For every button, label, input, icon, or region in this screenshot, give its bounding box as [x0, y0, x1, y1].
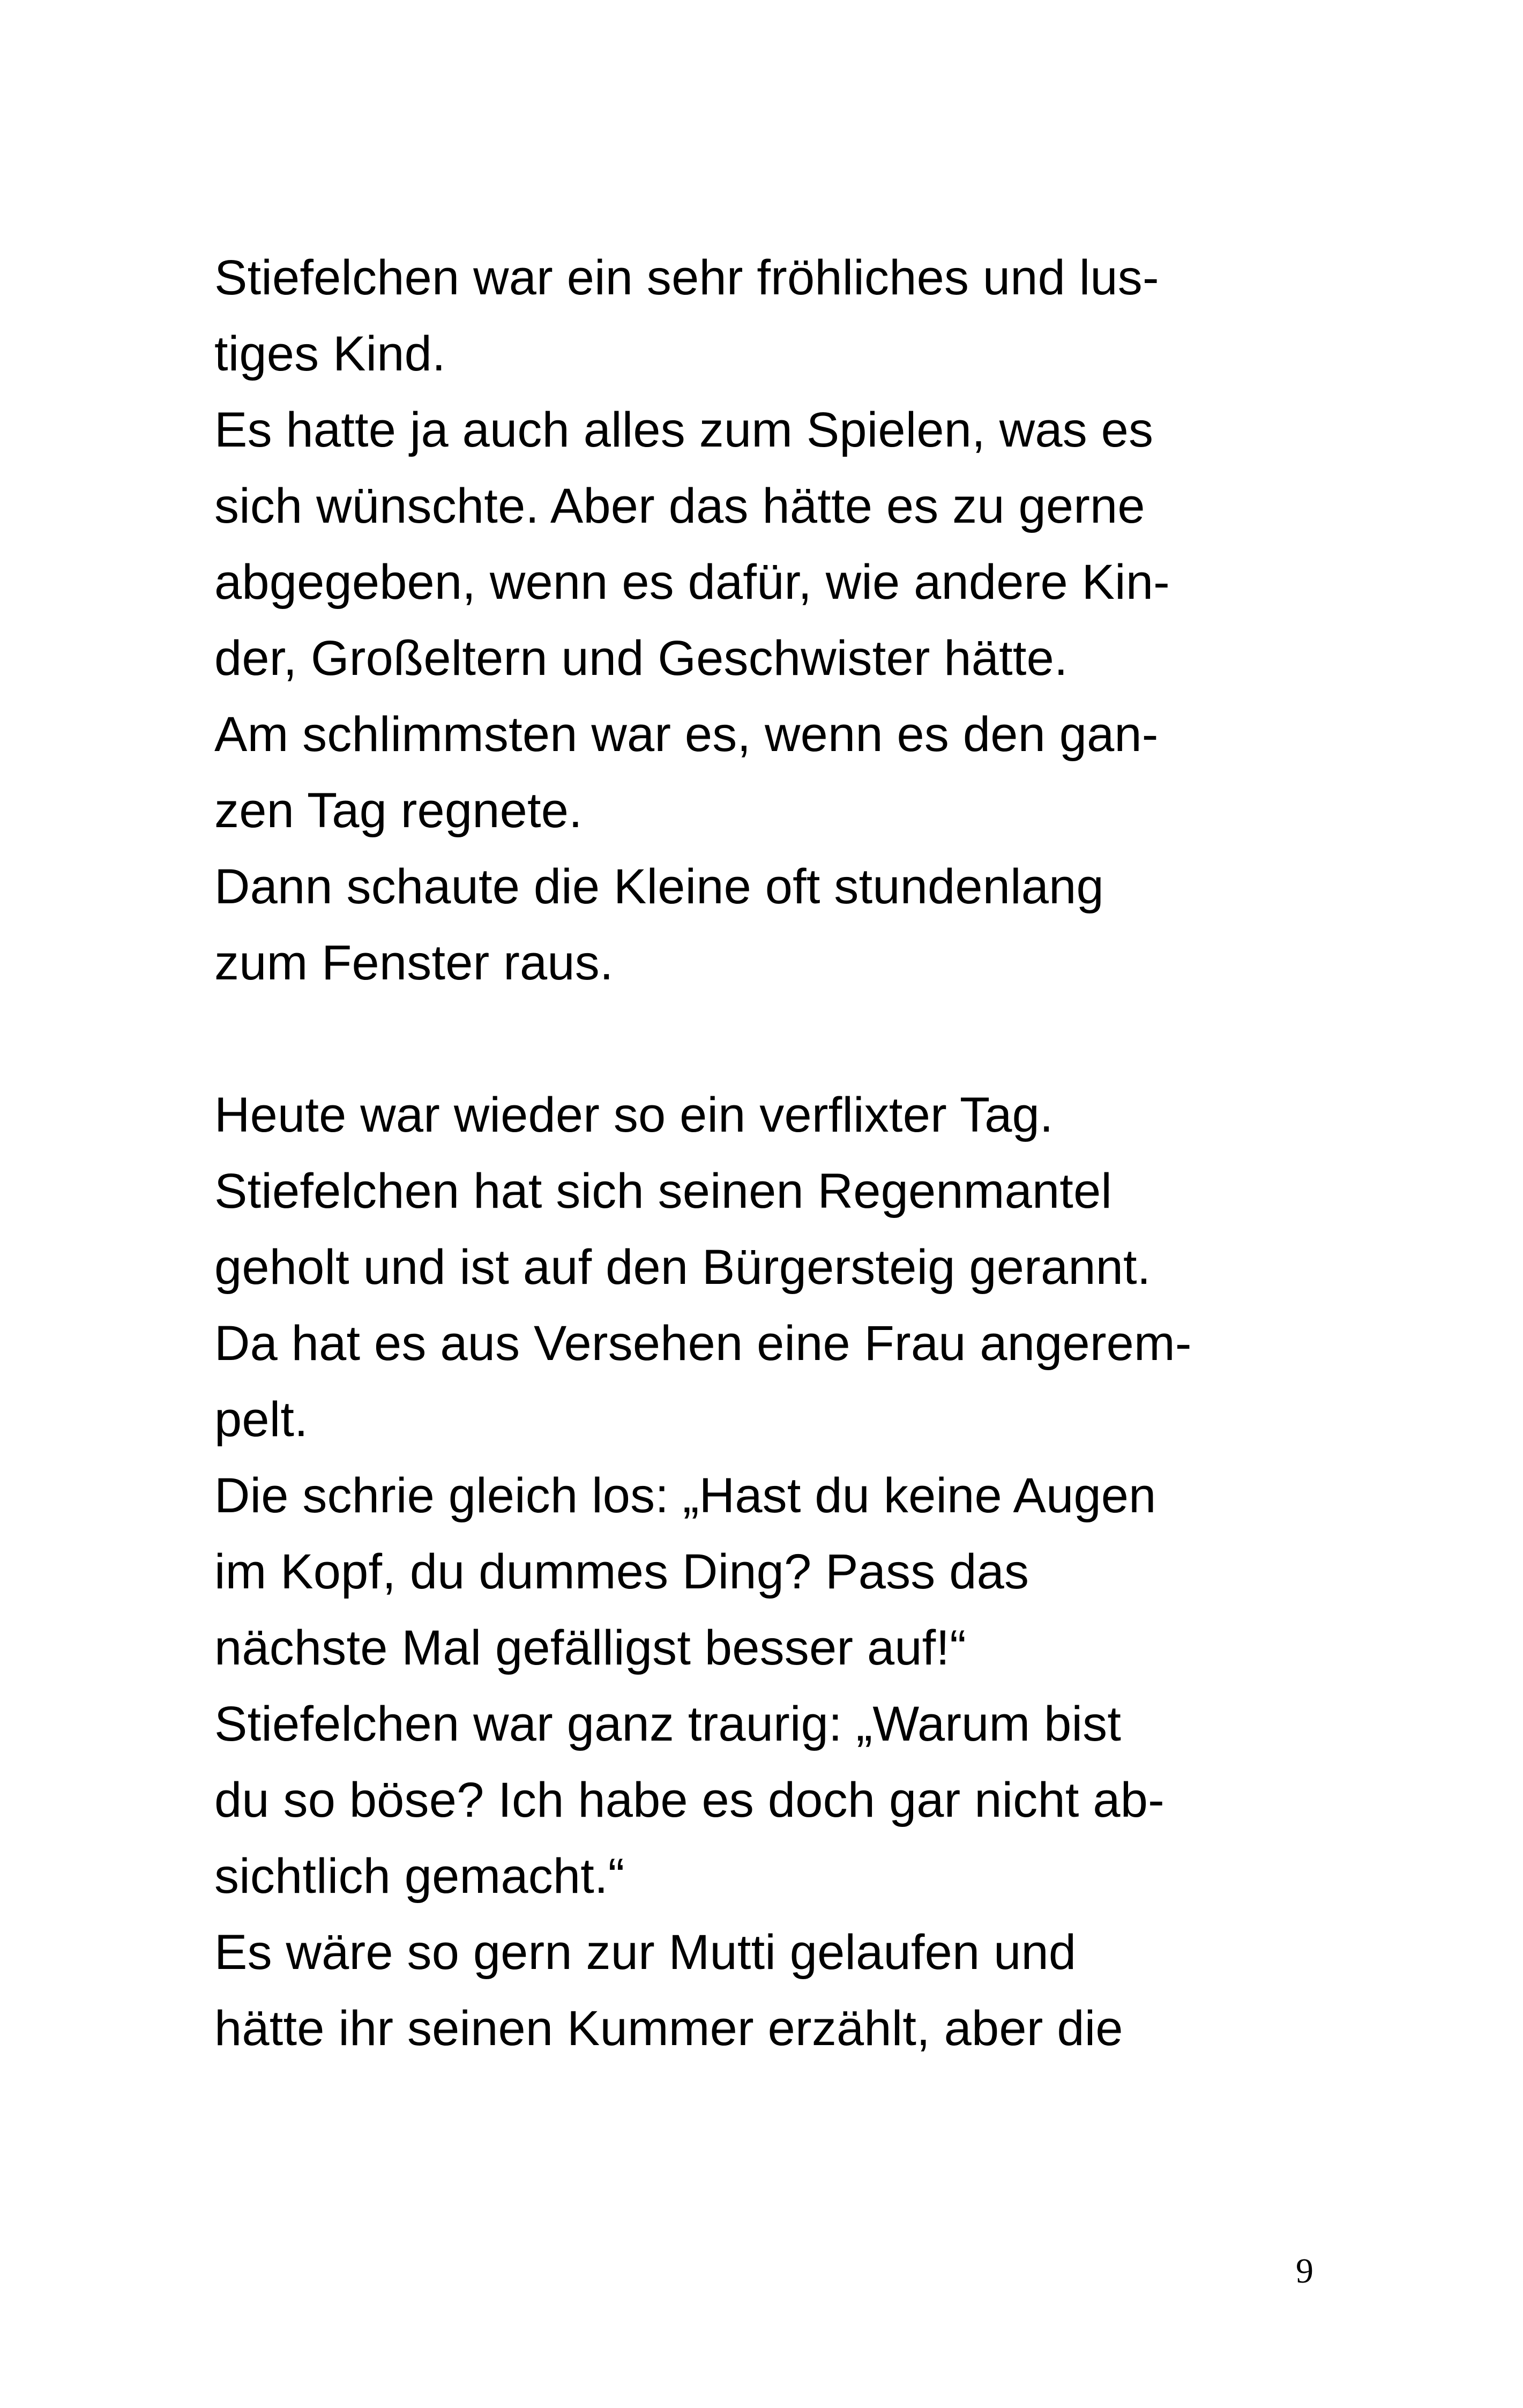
text-line: Am schlimmsten war es, wenn es den gan-: [214, 707, 1159, 762]
body-text: [214, 240, 1340, 2067]
text-line: Da hat es aus Versehen eine Frau angerem-: [214, 1316, 1192, 1371]
text-line: abgegeben, wenn es dafür, wie andere Kin-: [214, 555, 1170, 610]
paragraph-spacer: [214, 1001, 1340, 1077]
text-line: tiges Kind.: [214, 326, 446, 381]
text-line: Heute war wieder so ein verflixter Tag.: [214, 1088, 1054, 1142]
text-line: nächste Mal gefälligst besser auf!“: [214, 1621, 967, 1675]
text-line: sich wünschte. Aber das hätte es zu gerne: [214, 479, 1145, 533]
text-line: Die schrie gleich los: „Hast du keine Augen: [214, 1468, 1156, 1523]
text-line: Stiefelchen war ganz traurig: „Warum bist: [214, 1697, 1122, 1751]
text-line: sichtlich gemacht.“: [214, 1849, 625, 1904]
text-line: Es hatte ja auch alles zum Spielen, was es: [214, 403, 1154, 457]
text-line: hätte ihr seinen Kummer erzählt, aber die: [214, 2001, 1123, 2056]
text-line: zen Tag regnete.: [214, 783, 583, 838]
text-line: pelt.: [214, 1392, 308, 1447]
text-line: du so böse? Ich habe es doch gar nicht ab-: [214, 1773, 1164, 1827]
text-line: Stiefelchen war ein sehr fröhliches und lus-: [214, 250, 1159, 305]
page-number: 9: [1296, 2251, 1313, 2291]
text-line: geholt und ist auf den Bürgersteig gerannt.: [214, 1240, 1151, 1295]
text-line: zum Fenster raus.: [214, 935, 614, 990]
text-line: im Kopf, du dummes Ding? Pass das: [214, 1544, 1029, 1599]
paragraph-1: [214, 240, 1340, 1001]
text-line: der, Großeltern und Geschwister hätte.: [214, 631, 1068, 686]
paragraph-2: [214, 1077, 1340, 2067]
text-line: Es wäre so gern zur Mutti gelaufen und: [214, 1925, 1077, 1980]
text-line: Dann schaute die Kleine oft stundenlang: [214, 859, 1104, 914]
text-line: Stiefelchen hat sich seinen Regenmantel: [214, 1164, 1113, 1218]
